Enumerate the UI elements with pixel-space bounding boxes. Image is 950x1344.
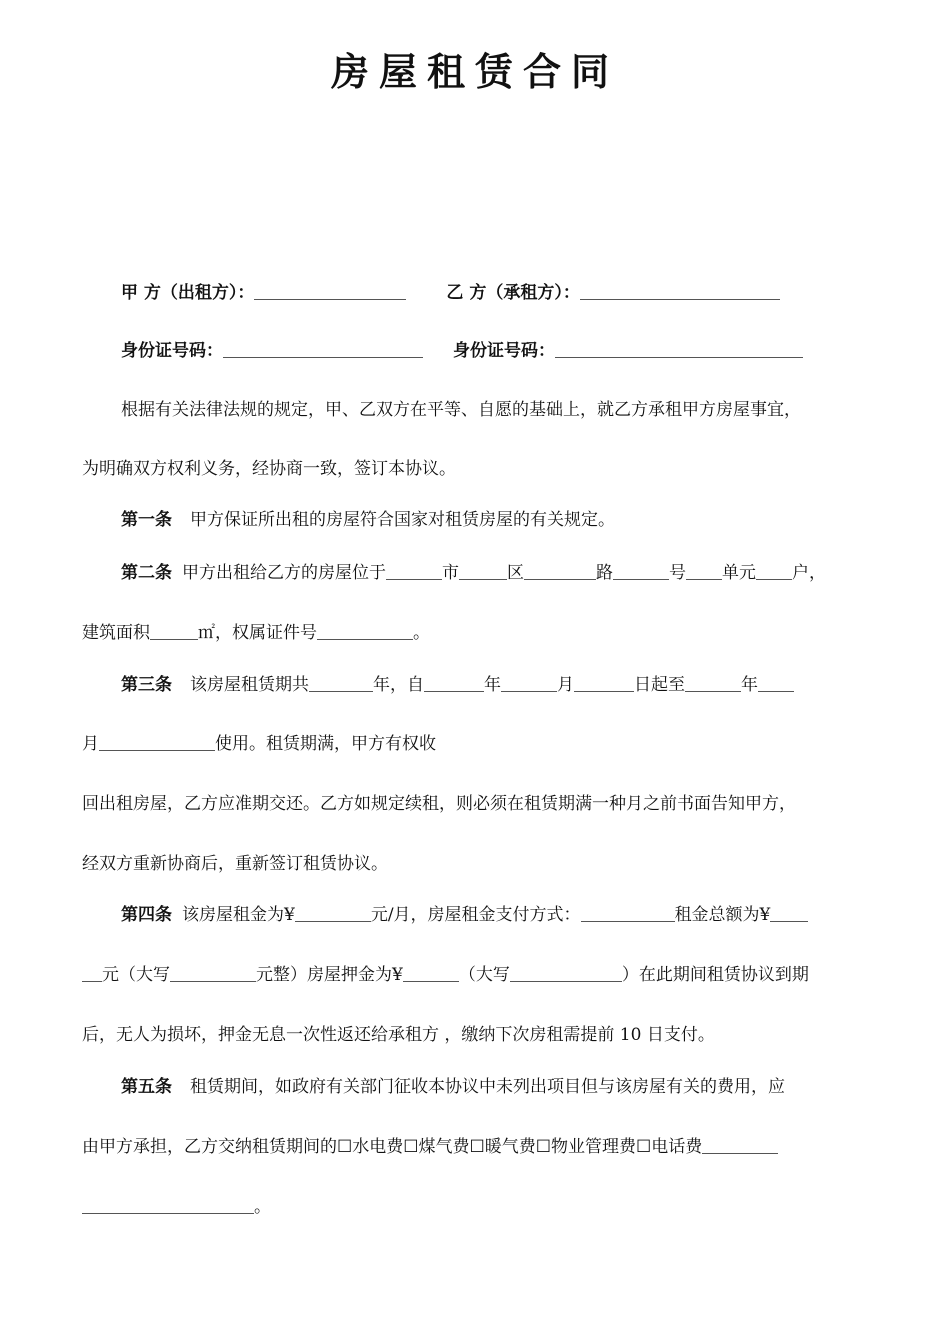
id-a-label: 身份证号码： (121, 341, 223, 361)
article-2-line-2: 建筑面积 ㎡，权属证件号 。 (82, 623, 430, 643)
other-fees-blank[interactable] (702, 1135, 778, 1154)
article-4-label: 第四条 (121, 905, 172, 925)
end-year-blank[interactable] (685, 673, 741, 692)
party-a-blank[interactable] (254, 281, 406, 300)
total-blank[interactable] (770, 903, 808, 922)
deposit-uppercase-blank[interactable] (510, 963, 622, 982)
start-month-blank[interactable] (501, 673, 557, 692)
number-blank[interactable] (613, 561, 669, 580)
article-5-line-1: 第五条 租赁期间，如政府有关部门征收本协议中未列出项目但与该房屋有关的费用，应 (121, 1077, 785, 1097)
article-4-line-3: 后，无人为损坏，押金无息一次性返还给承租方 ，缴纳下次房租需提前 10 日支付。 (82, 1025, 715, 1045)
article-3-line-1: 第三条 该房屋租赁期共 年，自 年 月 日起至 年 (121, 670, 881, 700)
preamble-line-2: 为明确双方权利义务，经协商一致，签订本协议。 (82, 459, 456, 479)
article-1-label: 第一条 (121, 510, 172, 530)
id-b-label: 身份证号码： (453, 341, 555, 361)
article-3-line-2: 月 使用。租赁期满，甲方有权收 (82, 734, 436, 754)
city-blank[interactable] (386, 561, 442, 580)
id-a-blank[interactable] (223, 339, 423, 358)
article-4-line-2: 元（大写 元整）房屋押金为¥ （大写 ）在此期间租赁协议到期 (82, 960, 882, 990)
rent-blank[interactable] (295, 903, 371, 922)
payment-method-blank[interactable] (581, 903, 675, 922)
article-2-line-1: 第二条 甲方出租给乙方的房屋位于 市 区 路 号 单元 户， (121, 563, 826, 583)
other-fees-blank-continued[interactable] (82, 1195, 254, 1214)
road-blank[interactable] (524, 561, 596, 580)
end-month-blank[interactable] (758, 673, 794, 692)
certificate-blank[interactable] (317, 621, 413, 640)
article-5-line-3: 。 (82, 1192, 882, 1222)
total-uppercase-blank[interactable] (170, 963, 256, 982)
use-purpose-blank[interactable] (99, 732, 215, 751)
article-3-line-3: 回出租房屋，乙方应准期交还。乙方如规定续租，则必须在租赁期满一种月之前书面告知甲方， (82, 794, 796, 814)
start-day-blank[interactable] (574, 673, 634, 692)
article-2-label: 第二条 (121, 563, 172, 583)
preamble-line-1: 根据有关法律法规的规定，甲、乙双方在平等、自愿的基础上，就乙方承租甲方房屋事宜， (121, 400, 801, 420)
deposit-blank[interactable] (403, 963, 459, 982)
party-b-blank[interactable] (580, 281, 780, 300)
start-year-blank[interactable] (424, 673, 484, 692)
district-blank[interactable] (459, 561, 507, 580)
article-1-text: 甲方保证所出租的房屋符合国家对租赁房屋的有关规定。 (190, 510, 615, 530)
id-row (121, 336, 881, 366)
unit-blank[interactable] (686, 561, 722, 580)
article-3-label: 第三条 (121, 675, 172, 695)
party-a-label: 甲 方（出租方）： (121, 283, 255, 303)
article-4-line-1: 第四条 该房屋租金为¥ 元/月，房屋租金支付方式： 租金总额为¥ (121, 900, 881, 930)
total-blank-continued[interactable] (82, 963, 102, 982)
term-years-blank[interactable] (309, 673, 373, 692)
household-blank[interactable] (756, 561, 792, 580)
id-b-blank[interactable] (555, 339, 803, 358)
document-title: 房屋租赁合同 (330, 50, 619, 94)
area-blank[interactable] (150, 621, 198, 640)
article-5-line-2: 由甲方承担，乙方交纳租赁期间的☐水电费☐煤气费☐暖气费☐物业管理费☐电话费 (82, 1132, 882, 1162)
article-3-line-4: 经双方重新协商后，重新签订租赁协议。 (82, 854, 388, 874)
article-1 (121, 505, 881, 535)
article-5-label: 第五条 (121, 1077, 172, 1097)
parties-row (121, 278, 881, 308)
party-b-label: 乙 方（承租方）： (446, 283, 580, 303)
